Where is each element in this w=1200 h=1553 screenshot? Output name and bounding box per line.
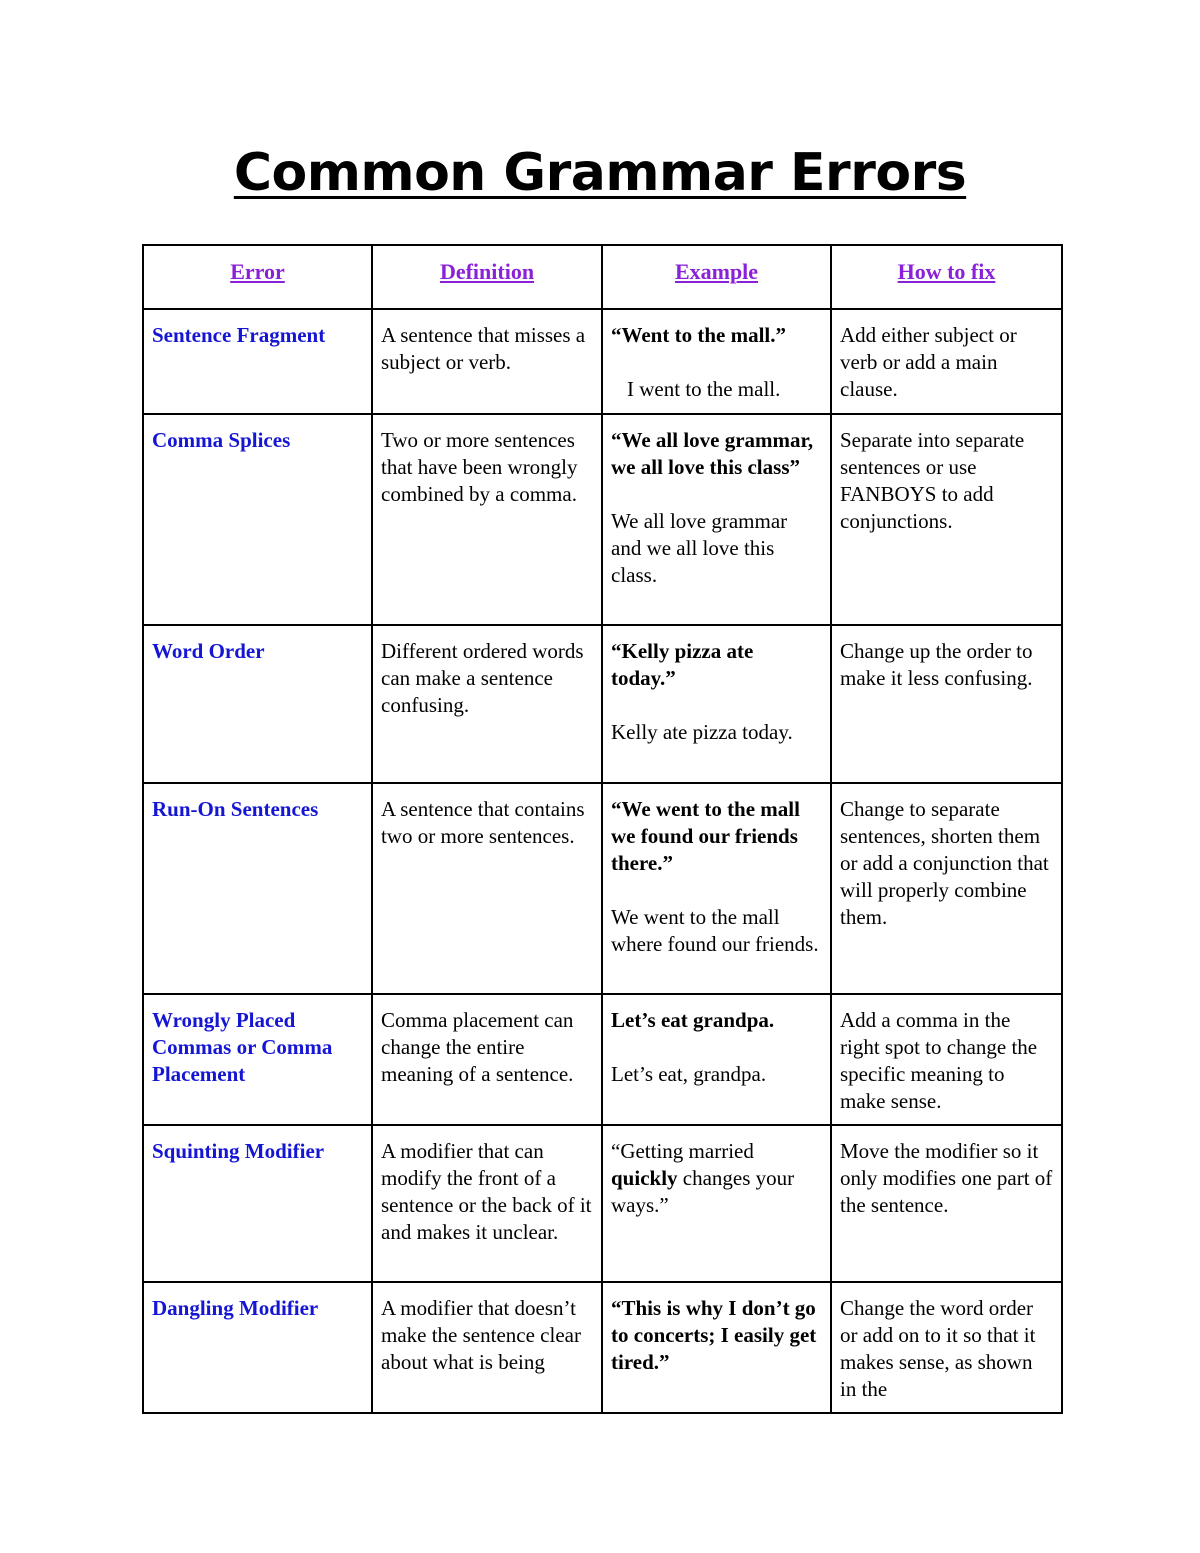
definition-cell: Comma placement can change the entire meaning of a sentence. xyxy=(372,994,602,1125)
example-cell: “We all love grammar, we all love this class” We all love grammar and we all love this class. xyxy=(602,414,831,625)
example-cell: “We went to the mall we found our friends there.” We went to the mall where found our friends. xyxy=(602,783,831,994)
table-row xyxy=(143,783,1062,994)
error-cell: Dangling Modifier xyxy=(143,1282,372,1413)
table-row xyxy=(143,309,1062,414)
example-cell: “Getting married quickly changes your ways.” xyxy=(602,1125,831,1282)
fix-cell: Separate into separate sentences or use FANBOYS to add conjunctions. xyxy=(831,414,1062,625)
example-cell: “Went to the mall.” I went to the mall. xyxy=(602,309,831,414)
table-row xyxy=(143,1282,1062,1413)
example-cell: Let’s eat grandpa. Let’s eat, grandpa. xyxy=(602,994,831,1125)
error-cell: Squinting Modifier xyxy=(143,1125,372,1282)
error-cell: Comma Splices xyxy=(143,414,372,625)
definition-cell: A sentence that misses a subject or verb. xyxy=(372,309,602,414)
definition-cell: A sentence that contains two or more sentences. xyxy=(372,783,602,994)
definition-cell: Different ordered words can make a sentence confusing. xyxy=(372,625,602,783)
grammar-errors-table xyxy=(142,244,1063,1414)
example-cell: “This is why I don’t go to concerts; I easily get tired.” xyxy=(602,1282,831,1413)
error-cell: Wrongly Placed Commas or Comma Placement xyxy=(143,994,372,1125)
definition-cell: A modifier that doesn’t make the sentence clear about what is being xyxy=(372,1282,602,1413)
example-cell: “Kelly pizza ate today.” Kelly ate pizza today. xyxy=(602,625,831,783)
fix-cell: Change to separate sentences, shorten them or add a conjunction that will properly combine them. xyxy=(831,783,1062,994)
fix-cell: Add either subject or verb or add a main clause. xyxy=(831,309,1062,414)
page-title: Common Grammar Errors xyxy=(233,143,967,203)
error-cell: Run-On Sentences xyxy=(143,783,372,994)
header-definition: Definition xyxy=(372,245,602,309)
table-row xyxy=(143,994,1062,1125)
header-error: Error xyxy=(143,245,372,309)
table-row xyxy=(143,1125,1062,1282)
header-how-to-fix: How to fix xyxy=(831,245,1062,309)
header-example: Example xyxy=(602,245,831,309)
fix-cell: Move the modifier so it only modifies one part of the sentence. xyxy=(831,1125,1062,1282)
table-row xyxy=(143,414,1062,625)
definition-cell: A modifier that can modify the front of a sentence or the back of it and makes it unclear. xyxy=(372,1125,602,1282)
definition-cell: Two or more sentences that have been wrongly combined by a comma. xyxy=(372,414,602,625)
table-header-row xyxy=(143,245,1062,309)
error-cell: Word Order xyxy=(143,625,372,783)
fix-cell: Change up the order to make it less confusing. xyxy=(831,625,1062,783)
fix-cell: Change the word order or add on to it so that it makes sense, as shown in the xyxy=(831,1282,1062,1413)
fix-cell: Add a comma in the right spot to change the specific meaning to make sense. xyxy=(831,994,1062,1125)
table-row xyxy=(143,625,1062,783)
error-cell: Sentence Fragment xyxy=(143,309,372,414)
